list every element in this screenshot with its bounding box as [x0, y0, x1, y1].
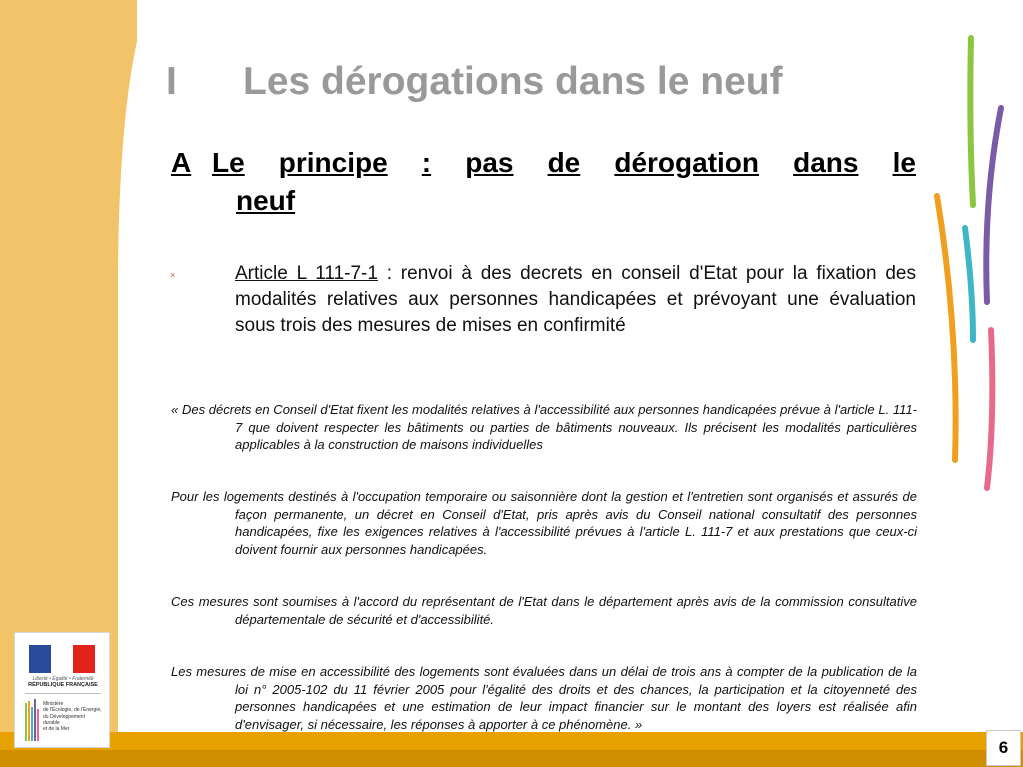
french-flag-icon	[29, 645, 95, 673]
ribbon-purple	[986, 108, 1001, 302]
ribbon-teal	[965, 228, 973, 340]
heading-word: pas	[465, 147, 514, 178]
logo-motto: Liberté • Égalité • Fraternité	[32, 676, 94, 682]
heading-word: le	[892, 147, 916, 178]
heading-line-2: neuf	[236, 185, 296, 216]
ribbon-orange	[937, 196, 956, 460]
quote-paragraph-1: « Des décrets en Conseil d'Etat fixent les modalités relatives à l'accessibilité aux personnes handicapées prévue à l'article L. 111-7 que doivent respecter les bâtiments ou parties de bâtiments nouveaux. Ils précisent les modalités particulières applicables à la construction de maisons individuelles	[171, 402, 917, 452]
logo-ministry-text: Ministère de l'Écologie, de l'Énergie, du Développement durable et de la Mer	[43, 701, 102, 733]
page-number: 6	[986, 730, 1021, 766]
ribbon-pink	[987, 330, 992, 488]
heading-word: dérogation	[614, 147, 760, 178]
quote-paragraph-4: Les mesures de mise en accessibilité des logements sont évaluées dans un délai de trois ans à compter de la publication de la loi n° 2005-102 du 11 février 2005 pour l'égalité des droits et des chances, la participation et la citoyenneté des personnes handicapées et une estimation de leur impact financier sur le montant des loyers est réalisée afin d'envisager, si nécessaire, les réponses à apporter à ce phénomène. »	[171, 664, 917, 732]
quote-paragraph-2: Pour les logements destinés à l'occupation temporaire ou saisonnière dont la gestion et l'entretien sont organisés et assurés de façon permanente, un décret en Conseil d'Etat, pris après avis du Conseil national consultatif des personnes handicapées, fixe les exigences relatives à l'accessibilité prévues à l'article L. 111-7 et aux prestations que ceux-ci doivent fournir aux personnes handicapées.	[171, 489, 917, 557]
footer-bar	[0, 732, 1023, 750]
ribbon-green	[970, 38, 973, 205]
ministry-logo	[14, 632, 110, 748]
slide-title-number: I	[166, 60, 177, 103]
bullet-icon: ×	[170, 270, 176, 280]
heading-letter: A	[171, 147, 192, 178]
logo-divider	[25, 693, 101, 694]
heading-word: Le	[212, 147, 245, 178]
heading-line-1	[212, 144, 916, 182]
logo-republic: RÉPUBLIQUE FRANÇAISE	[28, 682, 98, 688]
heading-word: :	[421, 147, 432, 178]
heading-word: de	[547, 147, 581, 178]
slide-title: Les dérogations dans le neuf	[243, 60, 783, 103]
quote-paragraph-3: Ces mesures sont soumises à l'accord du représentant de l'Etat dans le département après avis de la commission consultative départementale de sécurité et d'accessibilité.	[171, 594, 917, 627]
article-reference: Article L 111-7-1	[235, 263, 378, 284]
bullet-paragraph	[235, 261, 916, 339]
ribbon-decoration	[925, 30, 1015, 500]
ministry-emblem-icon	[24, 699, 40, 743]
heading-word: dans	[793, 147, 859, 178]
heading-word: principe	[278, 147, 388, 178]
bullet-body: : renvoi à des decrets en conseil d'Etat pour la fixation des modalités relatives aux personnes handicapées et prévoyant une évaluation sous trois des mesures de mises en confirmité	[235, 263, 916, 336]
footer-bar-dark	[0, 750, 1023, 767]
